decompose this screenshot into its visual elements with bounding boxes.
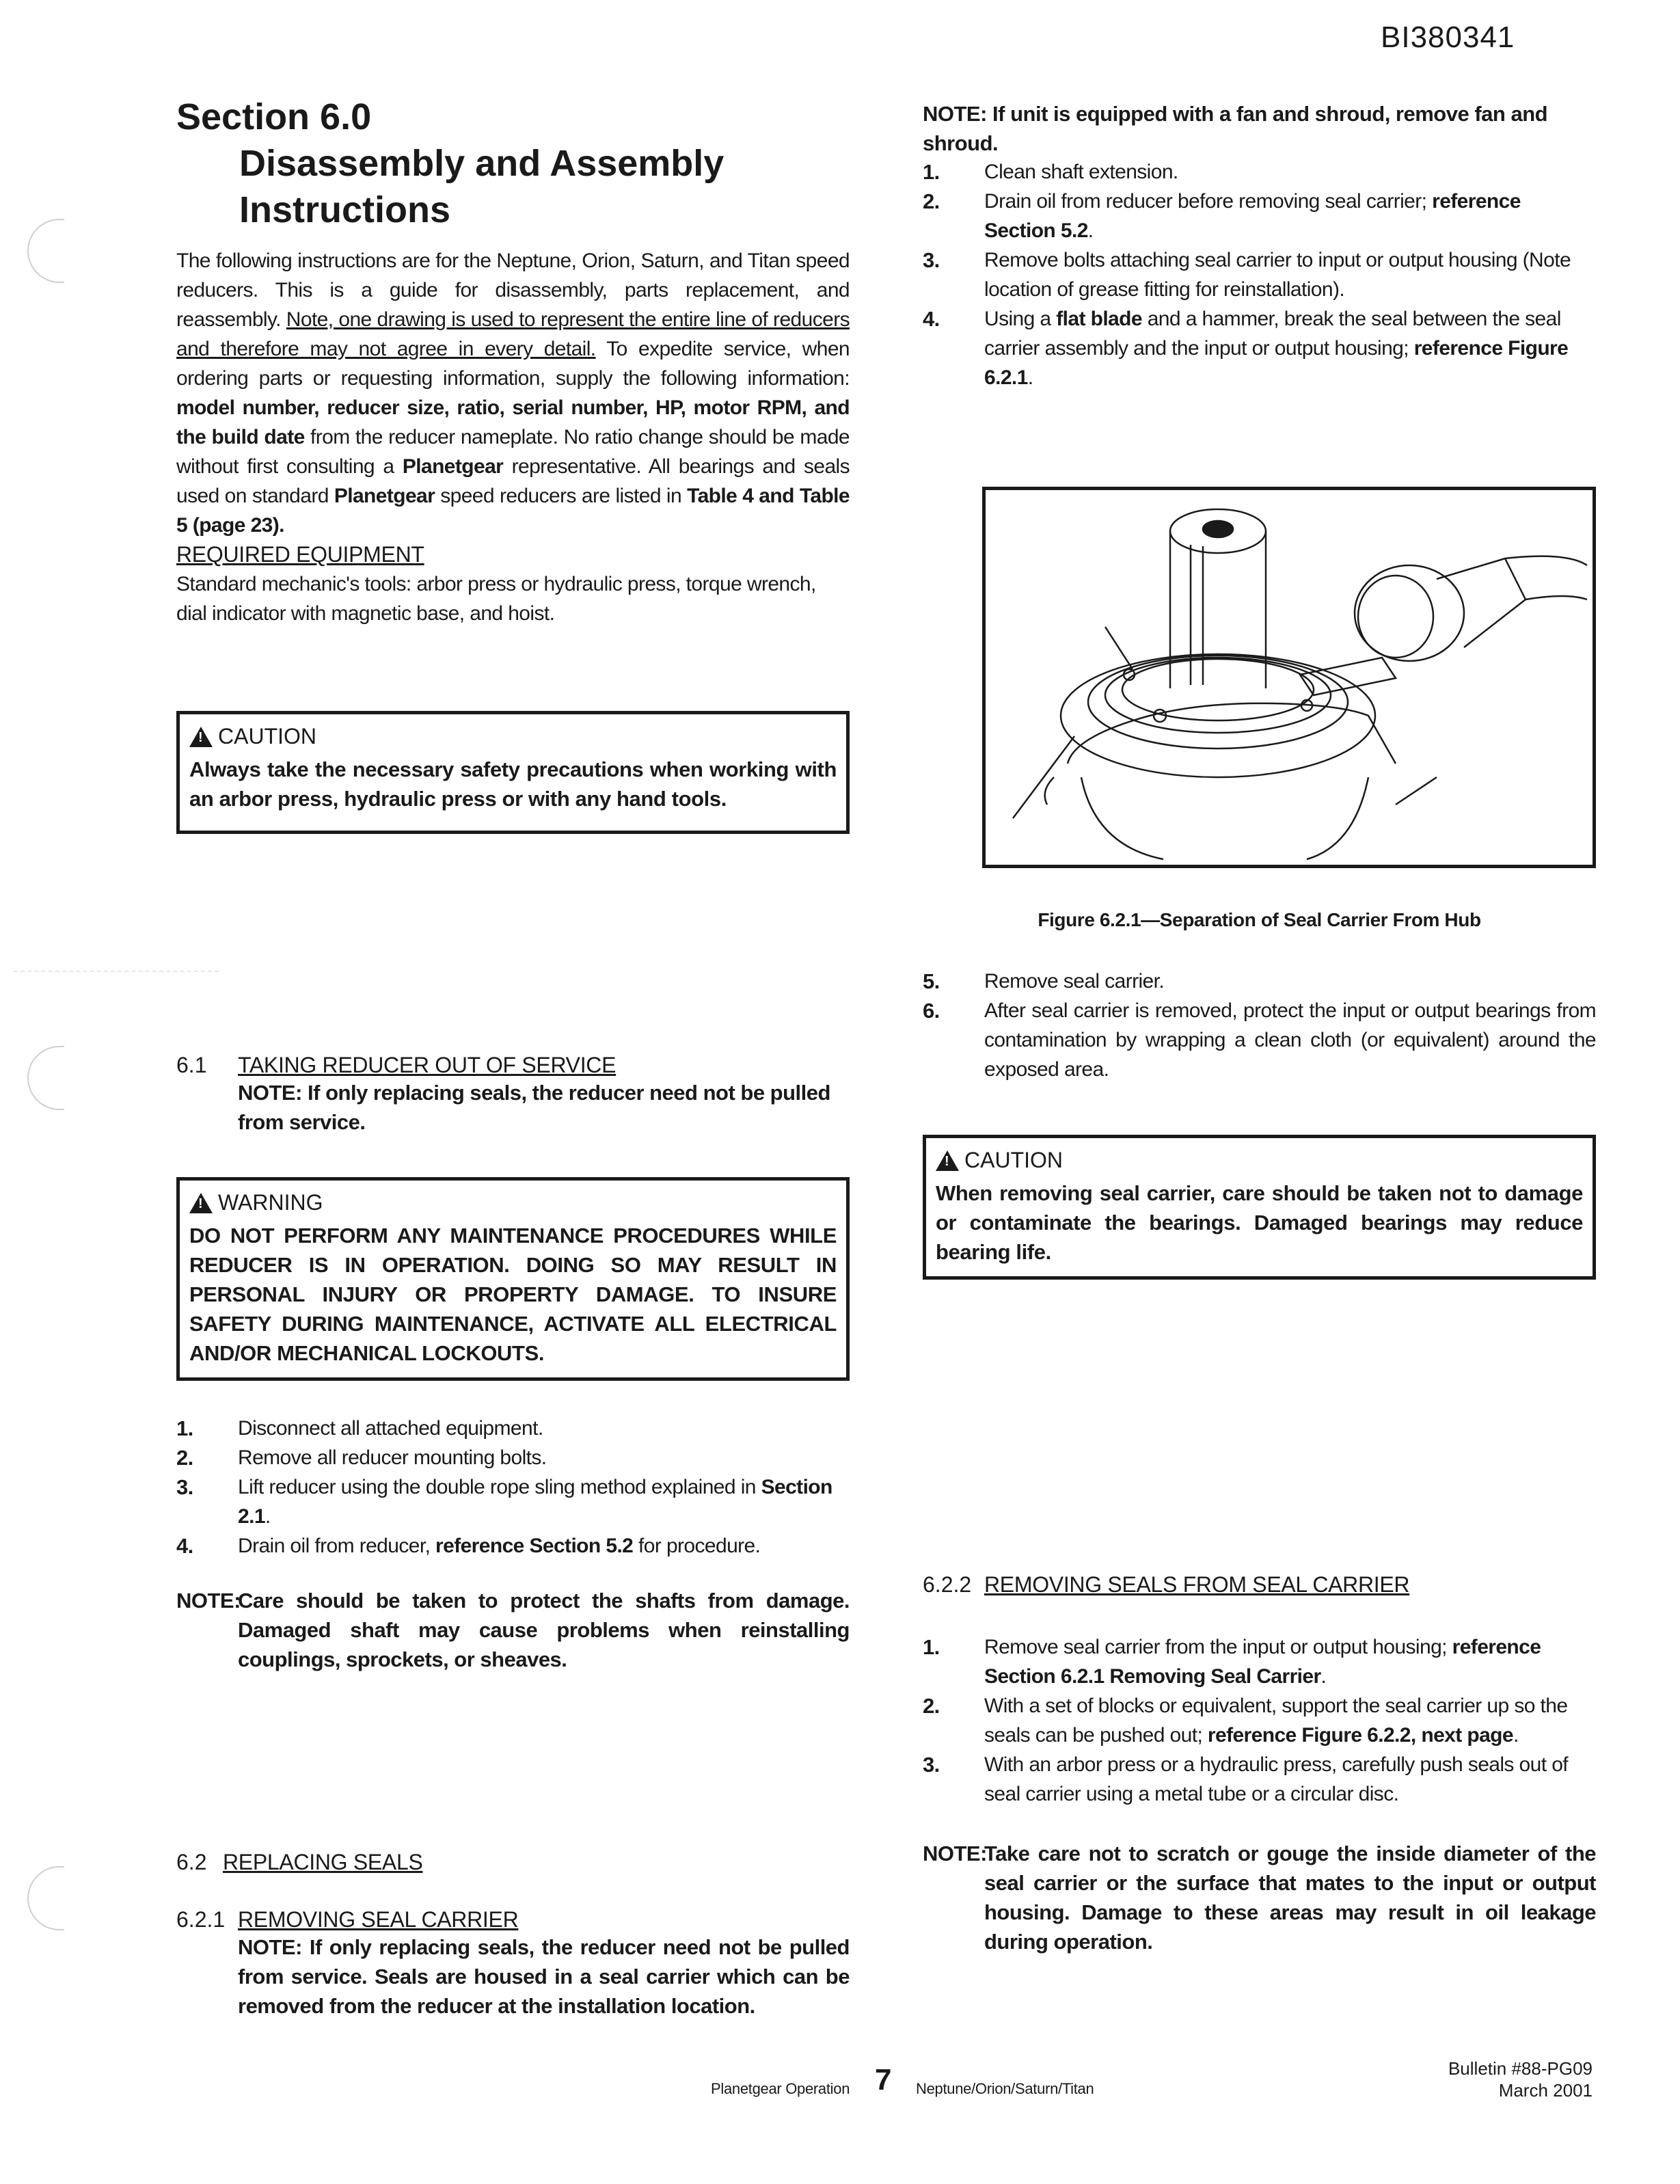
section-6-2-2-number: 6.2.2	[923, 1572, 972, 1597]
list-item	[923, 967, 1596, 996]
warning-text: DO NOT PERFORM ANY MAINTENANCE PROCEDURES WHILE REDUCER IS IN OPERATION. DOING SO MAY RESULT IN PERSONAL INJURY OR PROPERTY DAMAGE. TO INSURE SAFETY DURING MAINTENANCE, ACTIVATE ALL ELECTRICAL AND/OR MECHANICAL LOCKOUTS.	[189, 1224, 837, 1365]
caution-header	[936, 1148, 1583, 1173]
step-text: Remove bolts attaching seal carrier to input or output housing (Note location of grease fitting for reinstallation).	[984, 249, 1571, 301]
intro-text: speed reducers are listed in	[435, 485, 688, 507]
section-6-2-heading: REPLACING SEALS	[223, 1850, 423, 1874]
section-title-line1: Disassembly and Assembly	[239, 143, 724, 184]
step-text: .	[1027, 366, 1033, 389]
list-item	[176, 1531, 850, 1561]
list-item	[923, 304, 1596, 392]
step-number: 2.	[176, 1446, 193, 1470]
seal-carrier-steps-a	[923, 157, 1596, 392]
section-6-1-steps	[176, 1414, 850, 1561]
list-item	[176, 1472, 850, 1531]
step-reference: flat blade	[1056, 308, 1142, 330]
step-number: 2.	[923, 1694, 940, 1718]
warning-triangle-icon	[189, 727, 213, 747]
list-item	[923, 187, 1596, 245]
step-number: 4.	[176, 1534, 193, 1558]
list-item	[923, 245, 1596, 304]
warning-triangle-icon	[189, 1193, 213, 1213]
section-6-2-1-number: 6.2.1	[176, 1907, 226, 1932]
step-text: With a set of blocks or equivalent, support the seal carrier up so the seals can be pushed out;	[984, 1695, 1568, 1747]
note-label: NOTE:	[176, 1589, 241, 1613]
note-shafts	[176, 1586, 850, 1674]
note-text: Take care not to scratch or gouge the inside diameter of the seal carrier or the surface that mates to the input or output housing. Damage to these areas may result in oil leakage during operation.	[984, 1842, 1596, 1954]
step-text: Using a	[984, 308, 1057, 330]
list-item	[176, 1414, 850, 1443]
table-reference: Table 4 and Table 5 (page 23).	[176, 485, 850, 537]
step-text: Lift reducer using the double rope sling method explained in	[238, 1476, 761, 1498]
footer-right	[1394, 2058, 1593, 2101]
figure-caption: Figure 6.2.1—Separation of Seal Carrier From Hub	[1038, 909, 1481, 930]
brand-name: Planetgear	[334, 485, 435, 507]
step-number: 4.	[923, 307, 940, 331]
step-reference: reference Section 5.2	[984, 190, 1521, 242]
required-equipment	[176, 540, 850, 628]
step-number: 2.	[923, 189, 940, 213]
step-text: With an arbor press or a hydraulic press, carefully push seals out of seal carrier using a metal tube or a circular disc.	[984, 1753, 1569, 1805]
step-number: 1.	[923, 160, 940, 184]
step-number: 3.	[923, 1753, 940, 1777]
intro-text: representative. All bearings and seals used on standard	[176, 455, 850, 507]
intro-text: To expedite service, when ordering parts or requesting information, supply the following information:	[176, 338, 850, 390]
document-id: BI380341	[1381, 21, 1515, 54]
warning-label: WARNING	[218, 1190, 323, 1215]
caution-label: CAUTION	[218, 724, 316, 749]
intro-paragraph	[176, 246, 850, 540]
seal-carrier-illustration	[986, 490, 1593, 865]
step-number: 3.	[923, 248, 940, 272]
warning-triangle-icon	[936, 1150, 959, 1171]
required-equipment-heading: REQUIRED EQUIPMENT	[176, 542, 424, 567]
scan-artifact-line	[14, 971, 219, 972]
step-text: .	[1513, 1724, 1519, 1747]
binder-hole	[27, 1046, 64, 1110]
step-number: 5.	[923, 969, 940, 993]
section-title-line2: Instructions	[239, 189, 451, 230]
step-reference: reference Section 5.2	[435, 1535, 634, 1557]
list-item	[923, 1691, 1596, 1750]
step-number: 3.	[176, 1475, 193, 1499]
figure-6-2-1	[982, 487, 1596, 868]
brand-name: Planetgear	[402, 455, 504, 478]
step-number: 1.	[923, 1635, 940, 1659]
section-6-2-2-steps	[923, 1632, 1596, 1809]
step-text: Remove seal carrier.	[984, 970, 1165, 993]
section-6-2-2	[923, 1572, 1596, 1597]
section-6-2-1-heading: REMOVING SEAL CARRIER	[238, 1907, 519, 1932]
section-6-2	[176, 1850, 850, 1875]
list-item	[176, 1443, 850, 1472]
note-scratch	[923, 1839, 1596, 1956]
footer-center: Neptune/Orion/Saturn/Titan	[916, 2080, 1094, 2097]
caution-text: Always take the necessary safety precautions when working with an arbor press, hydraulic press or with any hand tools.	[189, 757, 837, 811]
step-text: Clean shaft extension.	[984, 161, 1178, 183]
caution-label: CAUTION	[964, 1148, 1063, 1172]
intro-text: from the reducer nameplate. No ratio change should be made without first consulting a	[176, 426, 850, 478]
caution-box	[176, 711, 850, 834]
footer-left: Planetgear Operation	[711, 2080, 850, 2097]
step-number: 6.	[923, 999, 940, 1023]
step-number: 1.	[176, 1416, 193, 1440]
step-reference: reference Figure 6.2.2, next page	[1207, 1724, 1513, 1747]
step-text: for procedure.	[633, 1535, 761, 1557]
list-item	[923, 157, 1596, 187]
required-equipment-text: Standard mechanic's tools: arbor press or hydraulic press, torque wrench, dial indicator with magnetic base, and hoist.	[176, 573, 816, 625]
section-6-2-1-note: NOTE: If only replacing seals, the reducer need not be pulled from service. Seals are housed in a seal carrier which can be removed from the reducer at the installation location.	[238, 1935, 850, 2018]
seal-carrier-steps-b	[923, 967, 1596, 1084]
section-6-2-number: 6.2	[176, 1850, 207, 1874]
section-6-1-number: 6.1	[176, 1053, 207, 1077]
section-6-1-note: NOTE: If only replacing seals, the reducer need not be pulled from service.	[238, 1081, 830, 1134]
section-number: Section 6.0	[176, 96, 372, 137]
note-label: NOTE:	[923, 1842, 987, 1865]
note-text: Care should be taken to protect the shafts from damage. Damaged shaft may cause problems when reinstalling couplings, sprockets, or sheaves.	[238, 1589, 850, 1671]
step-text: Remove all reducer mounting bolts.	[238, 1446, 547, 1469]
step-text: .	[1087, 219, 1094, 242]
intro-note-underlined: Note, one drawing is used to represent the entire line of reducers and therefore may not agree in every detail.	[176, 308, 850, 360]
binder-hole	[27, 219, 64, 283]
section-6-1	[176, 1053, 850, 1137]
step-text: and a hammer, break the seal between the seal carrier assembly and the input or output housing;	[984, 308, 1561, 360]
intro-required-info: model number, reducer size, ratio, serial number, HP, motor RPM, and the build date	[176, 396, 850, 448]
step-text: After seal carrier is removed, protect the input or output bearings from contamination by wrapping a clean cloth (or equivalent) around the exposed area.	[984, 999, 1596, 1081]
page-number: 7	[875, 2063, 892, 2097]
step-text: Drain oil from reducer before removing seal carrier;	[984, 190, 1433, 213]
section-6-1-heading: TAKING REDUCER OUT OF SERVICE	[238, 1053, 617, 1077]
section-6-2-2-heading: REMOVING SEALS FROM SEAL CARRIER	[984, 1572, 1410, 1597]
caution-text: When removing seal carrier, care should be taken not to damage or contaminate the bearings. Damaged bearings may reduce bearing life.	[936, 1181, 1583, 1264]
list-item	[923, 1750, 1596, 1809]
list-item	[923, 1632, 1596, 1691]
caution-header	[189, 724, 837, 749]
step-text: .	[1320, 1665, 1327, 1688]
section-6-2-1	[176, 1907, 850, 2021]
list-item	[923, 996, 1596, 1084]
section-title	[239, 140, 854, 233]
bulletin-date: March 2001	[1498, 2080, 1593, 2101]
step-reference: reference Section 6.2.1 Removing Seal Carrier	[984, 1636, 1541, 1688]
step-reference: reference Figure 6.2.1	[984, 337, 1569, 389]
step-reference: Section 2.1	[238, 1476, 832, 1528]
step-text: Remove seal carrier from the input or output housing;	[984, 1636, 1452, 1658]
warning-box	[176, 1177, 850, 1381]
intro-text: The following instructions are for the Neptune, Orion, Saturn, and Titan speed reducers. This is a guide for disassembly, parts replacement, and reassembly.	[176, 250, 850, 331]
bulletin-number: Bulletin #88-PG09	[1448, 2058, 1593, 2079]
warning-header	[189, 1190, 837, 1215]
step-text: Disconnect all attached equipment.	[238, 1417, 543, 1440]
caution-box-bearings	[923, 1135, 1596, 1280]
binder-hole	[27, 1866, 64, 1930]
fan-shroud-note: NOTE: If unit is equipped with a fan and shroud, remove fan and shroud.	[923, 102, 1548, 155]
step-text: .	[265, 1505, 271, 1528]
step-text: Drain oil from reducer,	[238, 1535, 436, 1557]
